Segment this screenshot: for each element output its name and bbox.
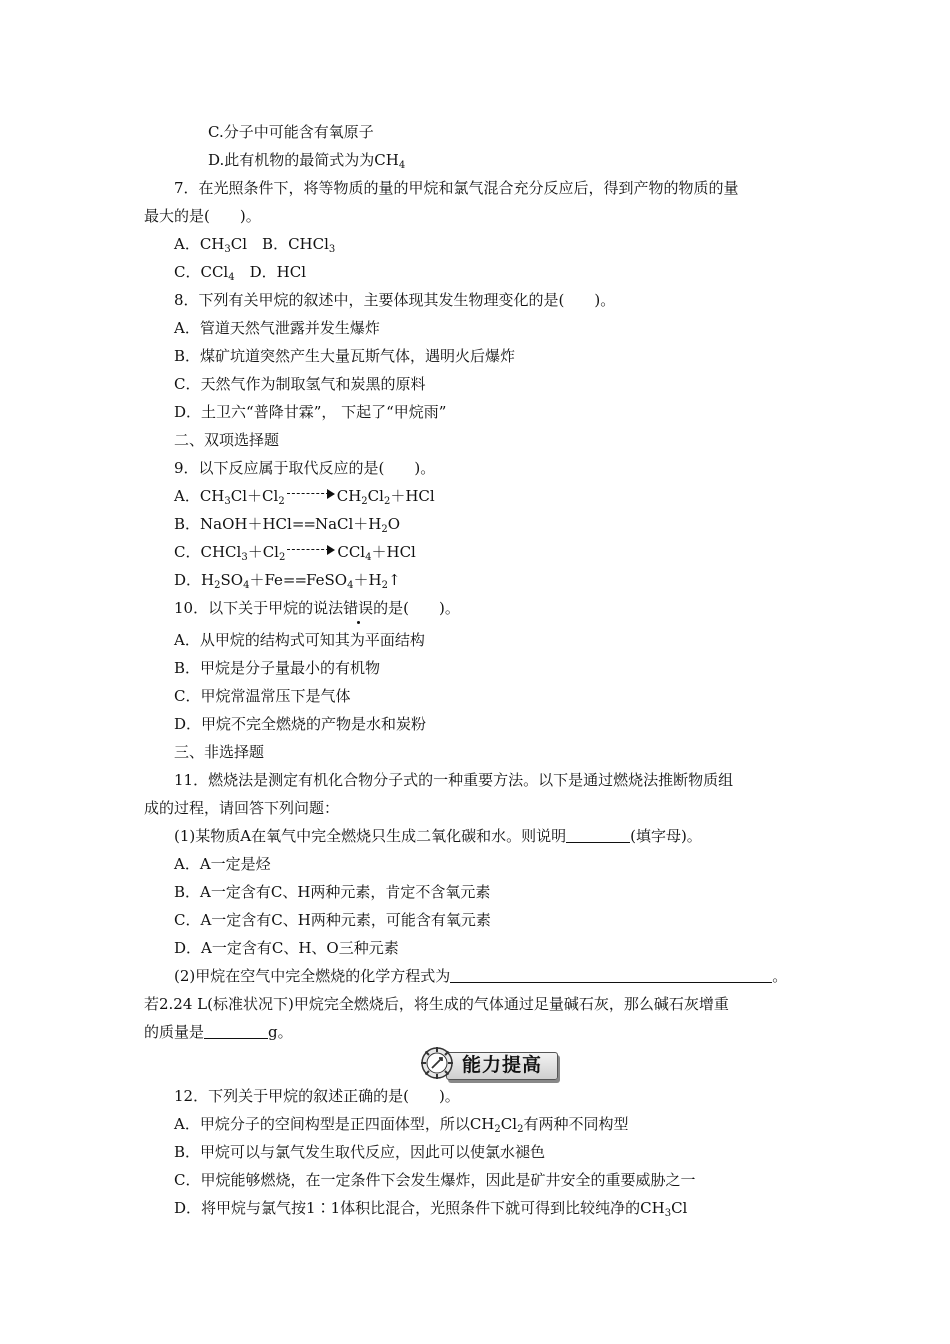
section-banner — [418, 1044, 560, 1086]
q7-options-ab: A．$CH_3Cl$ B．CHCl$_3$ — [174, 235, 336, 255]
q11-option-c: C．A一定含有C、H两种元素，可能含有氧元素 — [174, 911, 491, 929]
q8-stem: 8．下列有关甲烷的叙述中，主要体现其发生物理变化的是( )。 — [174, 291, 616, 309]
q11-option-a: A．A一定是烃 — [174, 855, 271, 873]
q7-stem-line1: 7．在光照条件下，将等物质的量的甲烷和氯气混合充分反应后，得到产物的物质的量 — [174, 179, 739, 197]
q9-option-c: C．$CHCl_3+Cl_2$ CCl$_4$＋HCl — [174, 543, 416, 563]
q10-stem: 10．以下关于甲烷的说法错误的是( )。 — [174, 599, 460, 617]
q11-option-b: B．A一定含有C、H两种元素，肯定不含氧元素 — [174, 883, 491, 901]
q11-part2-line2: 若2.24 L(标准状况下)甲烷完全燃烧后，将生成的气体通过足量碱石灰，那么碱石灰增重 — [144, 995, 729, 1013]
q11-stem-line2: 成的过程，请回答下列问题： — [144, 799, 340, 817]
answer-blank[interactable] — [566, 828, 630, 843]
q10-option-a: A．从甲烷的结构式可知其为平面结构 — [174, 631, 425, 649]
section-heading-double-choice: 二、双项选择题 — [174, 431, 280, 449]
q11-part2-line3: 的质量是 g。 — [144, 1023, 293, 1041]
q7-stem-line2: 最大的是( )。 — [144, 207, 261, 225]
q9-option-a: A．$CH_3Cl+Cl_2$ $CH_2Cl_2+HCl$ — [174, 487, 435, 507]
q11-option-d: D．A一定含有C、H、O三种元素 — [174, 939, 399, 957]
q10-option-b: B．甲烷是分子量最小的有机物 — [174, 659, 381, 677]
banner-title: 能力提高 — [462, 1054, 543, 1076]
q12-stem: 12．下列关于甲烷的叙述正确的是( )。 — [174, 1087, 460, 1105]
q11-stem-line1: 11．燃烧法是测定有机化合物分子式的一种重要方法。以下是通过燃烧法推断物质组 — [174, 771, 734, 789]
q12-option-a: A．甲烷分子的空间构型是正四面体型，所以$CH_2Cl_2$有两种不同构型 — [174, 1115, 629, 1135]
q10-option-d: D．甲烷不完全燃烧的产物是水和炭粉 — [174, 715, 427, 733]
q8-option-d: D．土卫六“普降甘霖”， 下起了“甲烷雨” — [174, 403, 447, 421]
q12-option-c: C．甲烷能够燃烧，在一定条件下会发生爆炸，因此是矿井安全的重要威胁之一 — [174, 1171, 696, 1189]
reaction-arrow-icon — [287, 489, 335, 499]
q12-option-d: D．将甲烷与氯气按1∶1体积比混合，光照条件下就可得到比较纯净的$CH_3Cl$ — [174, 1199, 688, 1219]
q10-option-c: C．甲烷常温常压下是气体 — [174, 687, 351, 705]
q6-option-c: C.分子中可能含有氧原子 — [208, 123, 374, 141]
q7-options-cd: C．CCl$_4$ D．HCl — [174, 263, 306, 283]
q9-stem: 9．以下反应属于取代反应的是( )。 — [174, 459, 436, 477]
answer-blank[interactable] — [204, 1024, 268, 1039]
q9-option-b: B．$NaOH+HCl==NaCl+H_2O$ — [174, 515, 401, 535]
q11-part1: (1)某物质A在氧气中完全燃烧只生成二氧化碳和水。则说明 (填字母)。 — [174, 827, 702, 845]
q9-option-d: D．$H_2SO_4+Fe==FeSO_4+H_2↑$ — [174, 571, 401, 591]
q12-option-b: B．甲烷可以与氯气发生取代反应，因此可以使氯水褪色 — [174, 1143, 546, 1161]
q11-part2: (2)甲烷在空气中完全燃烧的化学方程式为 。 — [174, 967, 788, 985]
answer-blank[interactable] — [450, 968, 772, 983]
gear-emblem-icon — [420, 1046, 454, 1080]
section-heading-non-choice: 三、非选择题 — [174, 743, 265, 761]
q8-option-b: B．煤矿坑道突然产生大量瓦斯气体，遇明火后爆炸 — [174, 347, 516, 365]
emphasis-wrong: 错误 — [343, 599, 374, 617]
q8-option-c: C．天然气作为制取氢气和炭黑的原料 — [174, 375, 426, 393]
q6-option-d: D.此有机物的最简式为为$CH_4$ — [208, 151, 406, 171]
reaction-arrow-icon — [287, 545, 335, 555]
q8-option-a: A．管道天然气泄露并发生爆炸 — [174, 319, 380, 337]
